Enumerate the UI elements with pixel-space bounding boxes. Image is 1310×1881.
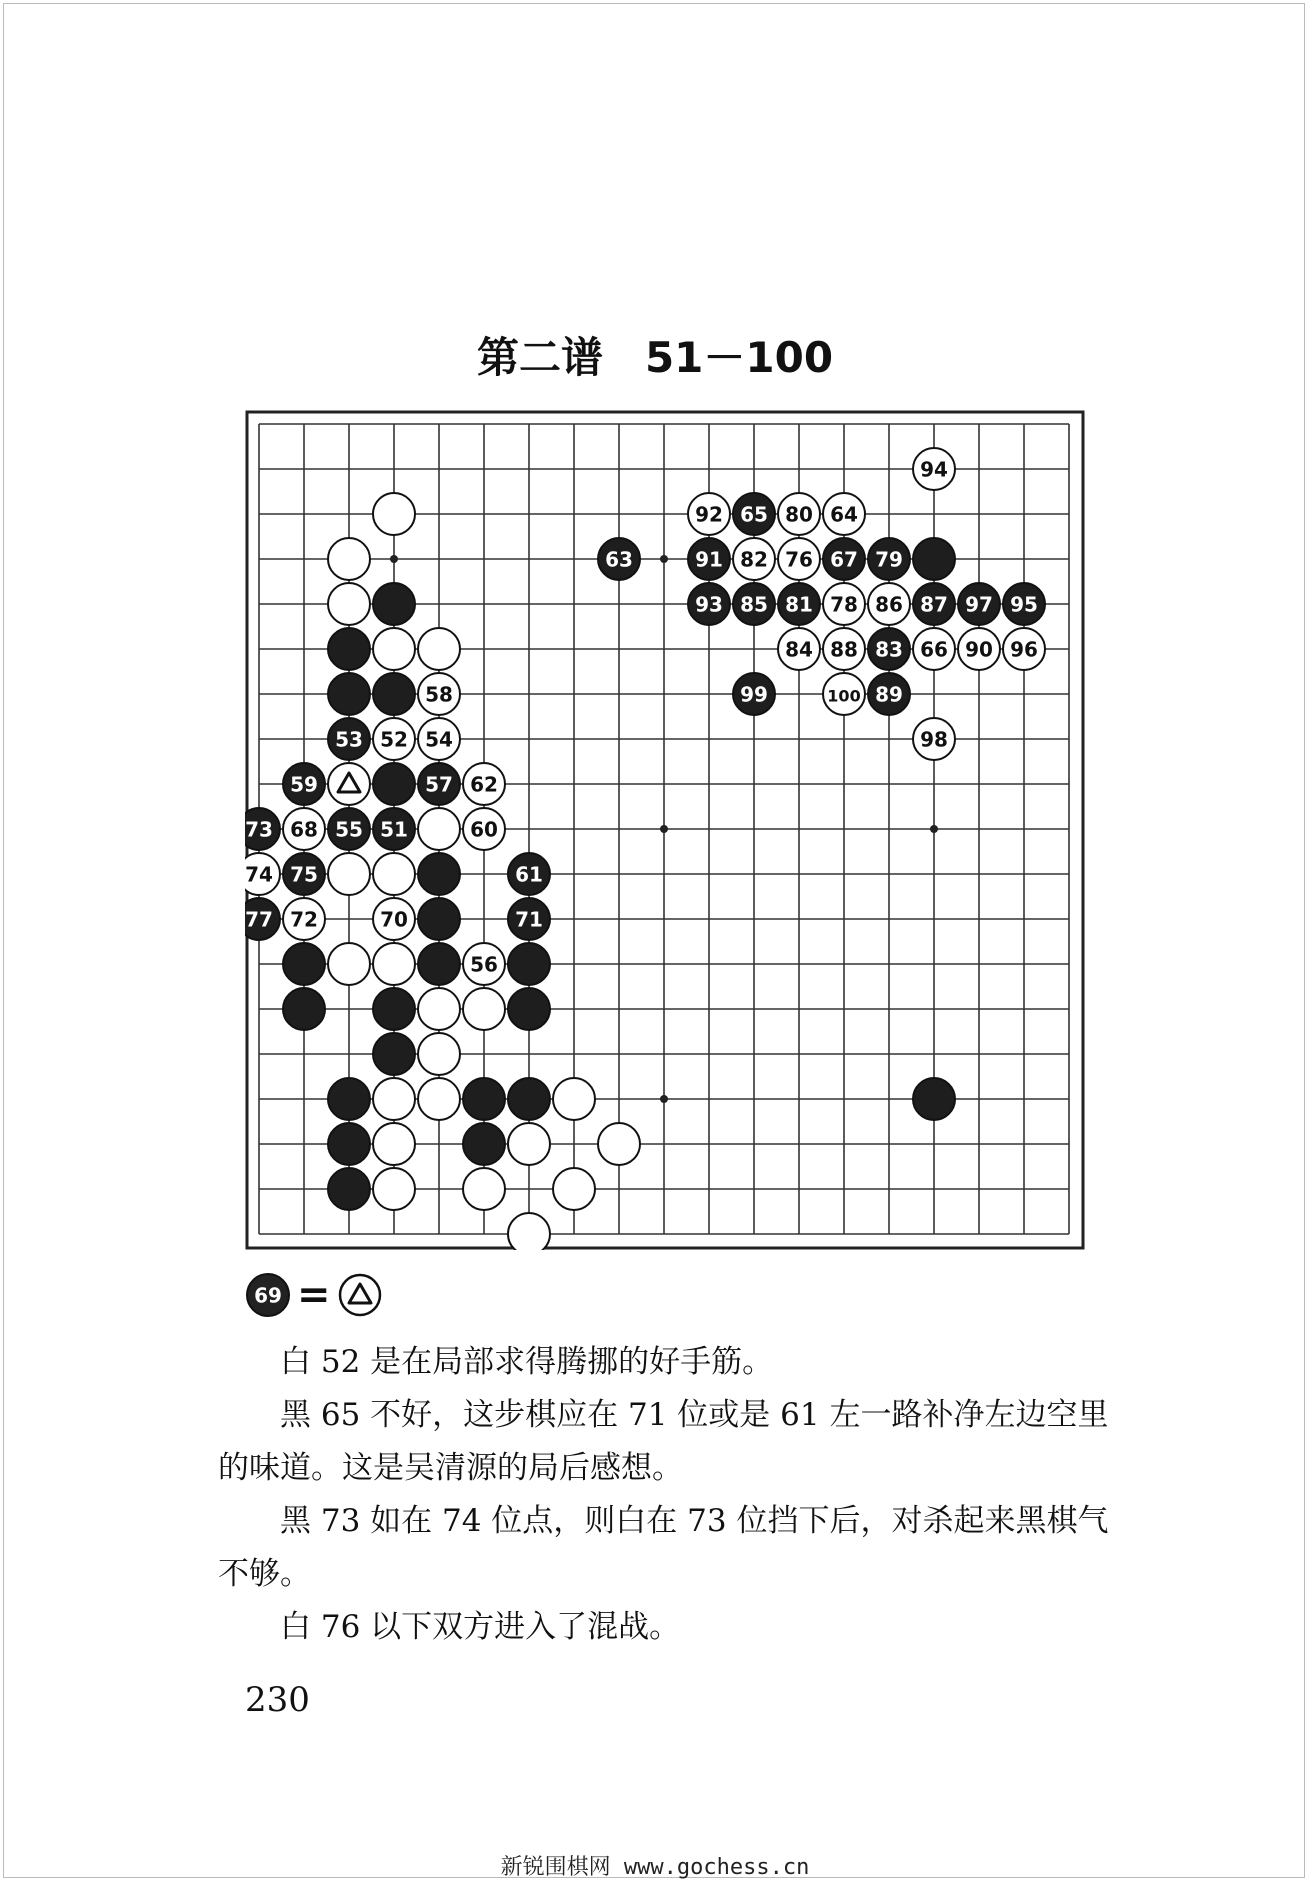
white-stone: [868, 583, 910, 625]
move-number: 81: [785, 592, 813, 617]
black-stone: [508, 898, 550, 940]
white-stone: [463, 808, 505, 850]
commentary-paragraph: 白 76 以下双方进入了混战。: [280, 1609, 681, 1645]
move-number: 95: [1010, 592, 1038, 617]
move-number: 65: [740, 502, 768, 527]
move-number: 87: [920, 592, 948, 617]
move-number: 88: [830, 637, 858, 662]
commentary-paragraph: 白 52 是在局部求得腾挪的好手筋。: [280, 1344, 774, 1380]
black-stone: [778, 583, 820, 625]
move-number: 100: [827, 686, 861, 706]
black-stone: [328, 673, 370, 715]
move-number: 79: [875, 547, 903, 572]
commentary: [218, 1336, 1138, 1654]
black-stone: [373, 763, 415, 805]
move-number: 60: [470, 817, 498, 842]
black-stone: [373, 673, 415, 715]
white-stone: [283, 898, 325, 940]
white-stone: [778, 538, 820, 580]
star-point: [660, 1095, 668, 1103]
star-point: [660, 825, 668, 833]
black-stone: [958, 583, 1000, 625]
black-stone: [733, 493, 775, 535]
move-number: 53: [335, 727, 363, 752]
white-stone: [463, 763, 505, 805]
white-stone: [373, 1078, 415, 1120]
black-stone: [245, 898, 280, 940]
white-stone: [688, 493, 730, 535]
black-stone: [328, 1123, 370, 1165]
white-stone: [373, 493, 415, 535]
white-stone: [418, 1078, 460, 1120]
move-number: 96: [1010, 637, 1038, 662]
watermark-footer: 新锐围棋网 www.gochess.cn: [500, 1855, 810, 1880]
move-number: 70: [380, 907, 408, 932]
black-stone: [328, 1078, 370, 1120]
black-stone: [418, 898, 460, 940]
black-stone: [823, 538, 865, 580]
move-number: 98: [920, 727, 948, 752]
black-stone: [418, 763, 460, 805]
white-stone: [463, 943, 505, 985]
move-number: 54: [425, 727, 453, 752]
white-stone: [553, 1168, 595, 1210]
move-number: 93: [695, 592, 723, 617]
move-number: 75: [290, 862, 318, 887]
black-stone: [463, 1123, 505, 1165]
legend-stone-number: 69: [254, 1283, 282, 1308]
move-number: 57: [425, 772, 453, 797]
black-stone: [373, 808, 415, 850]
move-number: 92: [695, 502, 723, 527]
move-number: 91: [695, 547, 723, 572]
move-number: 61: [515, 862, 543, 887]
move-number: 55: [335, 817, 363, 842]
black-stone: [328, 808, 370, 850]
white-stone: [823, 673, 865, 715]
move-number: 72: [290, 907, 318, 932]
white-stone: [778, 493, 820, 535]
black-stone: [283, 853, 325, 895]
white-stone: [373, 1123, 415, 1165]
white-stone: [508, 1213, 550, 1250]
star-point: [930, 825, 938, 833]
move-number: 77: [245, 907, 273, 932]
diagram-title: 第二谱 51－100: [476, 333, 834, 382]
white-stone: [418, 628, 460, 670]
move-number: 90: [965, 637, 993, 662]
black-stone: [733, 673, 775, 715]
white-stone: [463, 1168, 505, 1210]
legend: [245, 1272, 383, 1318]
move-number: 67: [830, 547, 858, 572]
move-number: 94: [920, 457, 948, 482]
black-stone: [508, 988, 550, 1030]
black-stone: [418, 943, 460, 985]
move-number: 86: [875, 592, 903, 617]
black-stone: [418, 853, 460, 895]
black-stone: [283, 763, 325, 805]
move-number: 78: [830, 592, 858, 617]
black-stone: [463, 1078, 505, 1120]
black-stone: [688, 538, 730, 580]
move-number: 64: [830, 502, 858, 527]
black-stone: [598, 538, 640, 580]
white-stone: [245, 853, 280, 895]
white-stone: [283, 808, 325, 850]
white-stone: [328, 583, 370, 625]
black-stone: [688, 583, 730, 625]
white-stone: [373, 853, 415, 895]
move-number: 84: [785, 637, 813, 662]
black-stone: [373, 583, 415, 625]
black-stone: [913, 1078, 955, 1120]
move-number: 56: [470, 952, 498, 977]
white-stone: [418, 808, 460, 850]
black-stone: [733, 583, 775, 625]
white-stone: [463, 988, 505, 1030]
black-stone: [868, 538, 910, 580]
white-stone: [418, 1033, 460, 1075]
legend-triangle-stone: [337, 1272, 383, 1318]
move-number: 63: [605, 547, 633, 572]
black-stone: [868, 628, 910, 670]
page-number: 230: [245, 1680, 310, 1720]
move-number: 71: [515, 907, 543, 932]
move-number: 83: [875, 637, 903, 662]
white-stone: [553, 1078, 595, 1120]
white-stone: [418, 988, 460, 1030]
move-number: 82: [740, 547, 768, 572]
white-stone: [598, 1123, 640, 1165]
white-stone: [913, 628, 955, 670]
move-number: 59: [290, 772, 318, 797]
move-number: 66: [920, 637, 948, 662]
move-number: 89: [875, 682, 903, 707]
black-stone: [373, 988, 415, 1030]
white-stone: [508, 1123, 550, 1165]
white-stone: [913, 448, 955, 490]
legend-equals: =: [297, 1272, 331, 1318]
white-stone: [373, 628, 415, 670]
black-stone: [283, 988, 325, 1030]
black-stone: [508, 853, 550, 895]
white-stone: [778, 628, 820, 670]
black-stone: [245, 808, 280, 850]
white-stone: [733, 538, 775, 580]
star-point: [390, 555, 398, 563]
legend-black-stone: [245, 1272, 291, 1318]
move-number: 62: [470, 772, 498, 797]
go-board-diagram: [245, 410, 1085, 1250]
black-stone: [868, 673, 910, 715]
white-stone: [823, 493, 865, 535]
black-stone: [508, 1078, 550, 1120]
move-number: 58: [425, 682, 453, 707]
white-stone: [328, 943, 370, 985]
white-stone: [823, 628, 865, 670]
move-number: 97: [965, 592, 993, 617]
move-number: 51: [380, 817, 408, 842]
black-stone: [328, 718, 370, 760]
black-stone: [913, 583, 955, 625]
move-number: 74: [245, 862, 273, 887]
move-number: 68: [290, 817, 318, 842]
move-number: 76: [785, 547, 813, 572]
white-stone: [418, 718, 460, 760]
move-number: 73: [245, 817, 273, 842]
star-point: [660, 555, 668, 563]
black-stone: [328, 1168, 370, 1210]
white-stone: [418, 673, 460, 715]
black-stone: [913, 538, 955, 580]
white-stone: [1003, 628, 1045, 670]
white-stone: [373, 1168, 415, 1210]
black-stone: [508, 943, 550, 985]
white-stone: [958, 628, 1000, 670]
black-stone: [373, 1033, 415, 1075]
white-stone: [328, 538, 370, 580]
move-number: 99: [740, 682, 768, 707]
move-number: 80: [785, 502, 813, 527]
white-stone: [823, 583, 865, 625]
white-stone: [913, 718, 955, 760]
white-stone: [328, 763, 370, 805]
move-number: 85: [740, 592, 768, 617]
commentary-paragraph: 黑 73 如在 74 位点，则白在 73 位挡下后，对杀起来黑棋气不够。: [218, 1503, 1109, 1592]
black-stone: [328, 628, 370, 670]
commentary-paragraph: 黑 65 不好，这步棋应在 71 位或是 61 左一路补净左边空里的味道。这是吴清源的局后感想。: [218, 1397, 1109, 1486]
black-stone: [1003, 583, 1045, 625]
white-stone: [373, 898, 415, 940]
move-number: 52: [380, 727, 408, 752]
white-stone: [373, 718, 415, 760]
white-stone: [328, 853, 370, 895]
white-stone: [373, 943, 415, 985]
black-stone: [283, 943, 325, 985]
